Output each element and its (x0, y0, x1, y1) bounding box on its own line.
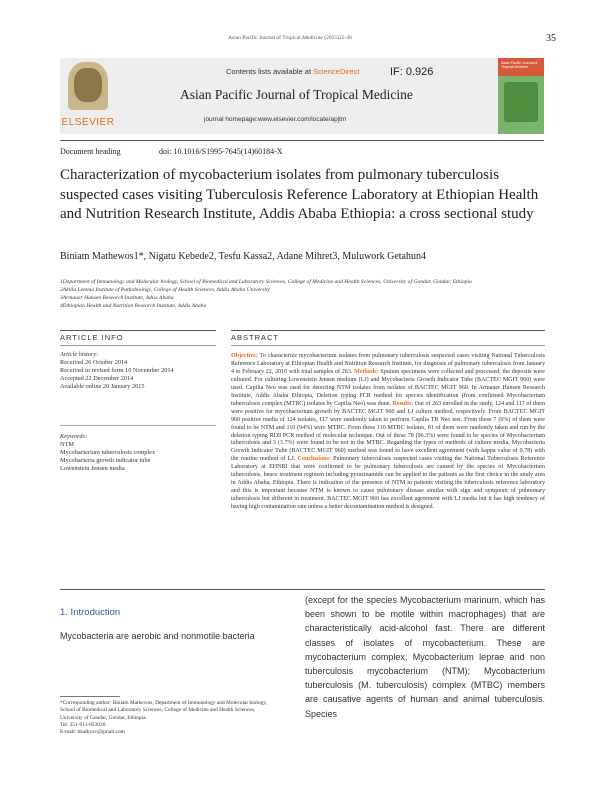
affiliation-2: 2Aklilu Lemma Institute of Pathobiology, College of Health Sciences, Addis Ababa University (60, 287, 270, 293)
results-text: Out of 263 enrolled in the study, 124 and 117 of them were positive for mycobacterium growth by BACTEC MGIT 960 and LJ culture method, respectively. From BACTEC MGIT 960 positive media of 124 isolates, 117 were randomly taken to perform Capilia TB Neo test. From these 7 (6%) of them were found to be NTM and 110 (94%) were MTBC. From these 110 MTBC isolates, 81 of them were randomly taken and run by the deletion typing RD9 PCR method of molecular technique. Out of these 78 (96.3%) were found to be species of Mycobacterium tuberculosis and 3 (3.7%) were found to be not in the MTBC. Regarding the types of methods of culture media, Mycobacteria Growth Indicator Tube (BACTEC MGIT 960) method was found to have excellent agreement (with kappa value of 0.78) with the routine method of LJ. (231, 400, 545, 463)
introduction-paragraph: Mycobacteria are aerobic and nonmotile bacteria (60, 631, 255, 641)
keywords-label: Keywords: (60, 433, 88, 440)
footnote (60, 700, 278, 736)
running-head (0, 35, 600, 47)
keywords (60, 433, 216, 473)
top-rule (60, 140, 544, 141)
info-divider (60, 425, 216, 426)
abstract-heading: ABSTRACT (231, 333, 280, 342)
conclusions-label: Conclusions: (297, 456, 331, 463)
abstract-rule-top (231, 330, 545, 331)
affiliation-3: 3Armauer Hansen Research Institute, Adiss Ababa (60, 295, 174, 301)
article-info-heading: ARTICLE INFO (60, 333, 124, 342)
history-accepted: Accepted 22 December 2014 (60, 375, 134, 382)
affiliations (60, 278, 546, 310)
keyword-item: Mycobacteria growth indicator tube (60, 457, 151, 464)
author-list: Biniam Mathewos1*, Nigatu Kebede2, Tesfu Kassa2, Adane Mihret3, Muluwork Getahun4 (60, 251, 426, 262)
abstract-rule-bottom (231, 345, 545, 346)
keyword-item: Mycobacterium tuberculosis complex (60, 449, 156, 456)
cover-image (504, 82, 538, 122)
journal-cover (498, 58, 544, 134)
doi[interactable]: doi: 10.1016/S1995-7645(14)60184-X (159, 147, 283, 156)
conclusions-text: Pulmonary tuberculosis suspected cases visiting the National Tuberculosis Reference Laboratory at EHNRI that were confirmed to be pulmonary tuberculosis are caused by the species of Mycobacterium tuberculosis, hence treatment regimen including pyrazinamide can be applied to the patients as the first choice in the study area in Addis Ababa, Ethiopia. There is indication of the presence of NTM in patients visiting the tuberculosis reference laboratory and this is important because NTM is known to cause pulmonary disease similar with sign and symptom of pulmonary tuberculosis but different in treatment. BACTEC MGIT 960 has excellent agreement with LJ media but it has high tendency of having high contamination rate unless a better decontamination method is designed. (231, 456, 545, 511)
footnote-rule (60, 696, 120, 697)
history-revised: Received in revised form 10 November 2014 (60, 367, 174, 374)
info-rule-bottom (60, 345, 216, 346)
contents-prefix: Contents lists available at (226, 67, 314, 76)
sciencedirect-link[interactable]: ScienceDirect (313, 67, 360, 76)
article-title: Characterization of mycobacterium isolates from pulmonary tuberculosis suspected cases visiting Tuberculosis Reference Laboratory at Ethiopian Health and Nutrition Research Institute, Addis Ababa Ethiopia: a cross sectional study (60, 167, 539, 222)
methods-text: Sputum specimens were collected and processed; the deposits were cultured. For culturing Lowenstein Jensen medium (LJ) and Mycobacteria Growth Indicator Tube (BACTEC MGIT 960) were used. Capilia Neo was used for detecting NTM isolates from isolates of BACTEC MGIT 960. In Armauer Hansen Research Institute, Addis Ababa Ethiopia, Deletion typing PCR method for species identification (from confirmed Mycobacterium tuberculosis complex (MTBC) isolates by Capilia Neo) was done. (231, 368, 545, 407)
objective-text: To characterize mycobacterium isolates from pulmonary tuberculosis suspected cases visiting National Tuberculosis Reference Laboratory at Ethiopian Health and Nutrition Research Institute, for diagnosis of pulmonary tuberculosis from January 4 to February 22, 2010 with total samples of 263. (231, 353, 545, 375)
keyword-item: Lowenstein Jensen media (60, 465, 125, 472)
footnote-corresponding: *Corresponding author: Biniam Mathewos, Department of Immunology and Molecular biology, School of Biomedical and Laboratory Sciences, College of Medicine and Health Sciences, University of Gondar, Gondar, Ethiopia. (60, 700, 268, 721)
footnote-tel: Tel: 251-911-053020 (60, 721, 106, 728)
affiliation-1: 1Department of Immunology and Molecular biology, School of Biomedical and Laboratory Sciences, College of Medicine and Health Sciences, University of Gondar, Gondar, Ethiopia (60, 279, 472, 285)
cover-title: Asian Pacific Journal of Tropical Medicine (501, 61, 538, 69)
results-label: Results: (392, 400, 414, 407)
methods-label: Methods: (354, 368, 379, 375)
history-label: Article history: (60, 351, 99, 358)
history-online: Available online 20 January 2015 (60, 383, 145, 390)
keyword-item: NTM (60, 441, 74, 448)
article-history (60, 351, 216, 391)
footnote-email[interactable]: E-mail: bkalkyzc@gmail.com (60, 729, 125, 736)
journal-homepage[interactable]: journal homepage:www.elsevier.com/locate/apjtm (204, 116, 347, 123)
contents-line (226, 67, 359, 76)
page-number: 35 (546, 33, 556, 44)
running-head-text: Asian Pacific Journal of Tropical Medicine (2015)35-40 (228, 35, 352, 41)
introduction-heading: 1. Introduction (60, 607, 121, 618)
publisher-name: ELSEVIER (61, 117, 115, 128)
elsevier-tree-inner (74, 68, 102, 102)
introduction-continuation: (except for the species Mycobacterium marinum, which has been shown to be motile within macrophages) that are characteristically acid-alcohol fast. There are different classes of isolates of mycobacterium. These are mycobacterium complex, Mycobacterium leprae and non tuberculosis mycobacterium (NTM); Mycobacterium tuberculosis (M. tuberculosis) complex (MTBC) members are causative agents of human and animal tuberculosis. Species (305, 595, 545, 719)
history-received: Received 26 October 2014 (60, 359, 128, 366)
document-heading: Document heading (60, 147, 121, 156)
affiliation-4: 4Ethiopian Health and Nutrition Research Institute, Addis Ababa (60, 303, 207, 309)
objective-label: Objective: (231, 353, 258, 359)
impact-factor: IF: 0.926 (390, 66, 434, 78)
info-rule-top (60, 330, 216, 331)
abstract-end-rule (60, 589, 545, 590)
abstract-body (231, 353, 545, 512)
journal-title: Asian Pacific Journal of Tropical Medicine (180, 87, 413, 102)
elsevier-logo (60, 58, 116, 134)
